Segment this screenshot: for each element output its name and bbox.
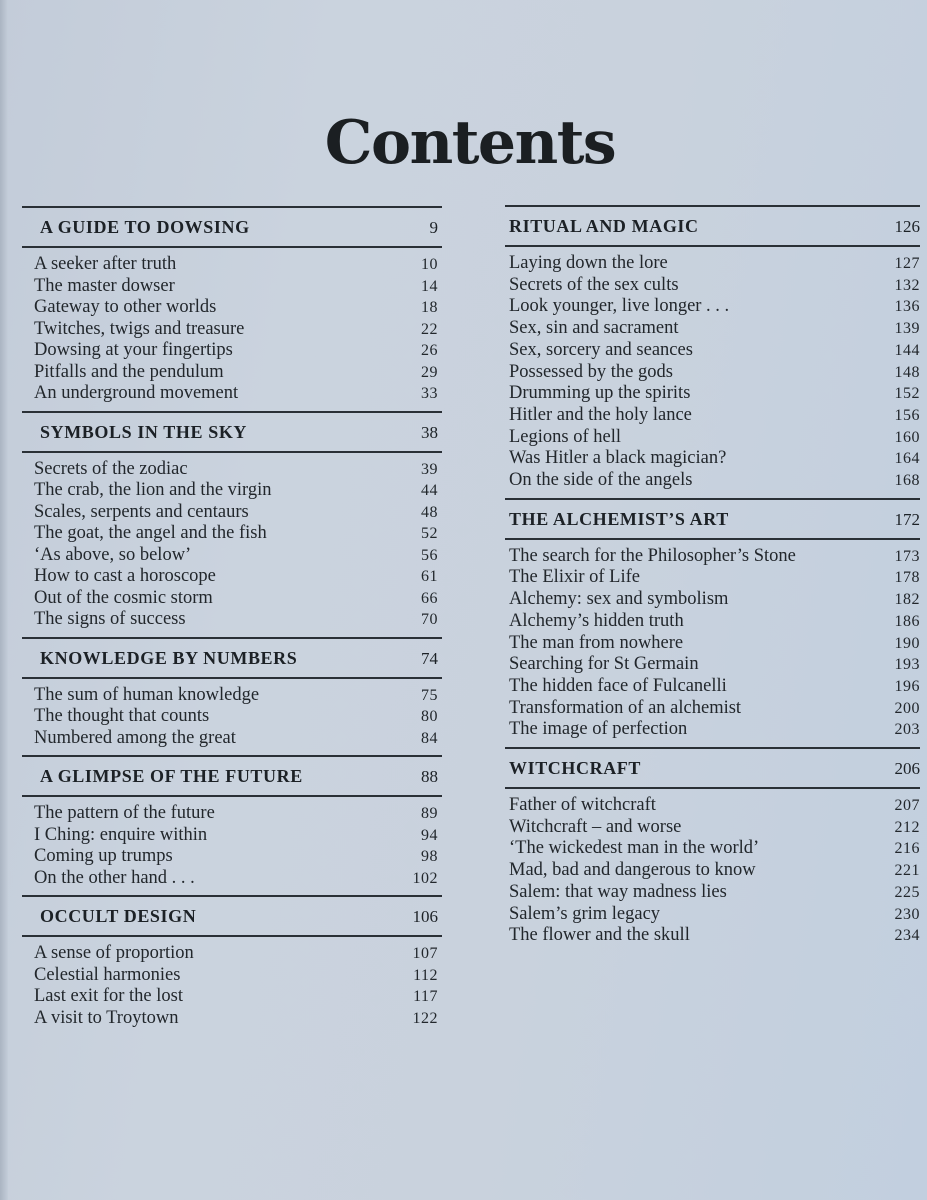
- page-edge: [0, 0, 8, 1200]
- chapter-entry[interactable]: [34, 825, 438, 847]
- section-heading[interactable]: [22, 897, 442, 935]
- chapter-title: The flower and the skull: [509, 925, 690, 946]
- chapter-entry[interactable]: [509, 318, 920, 340]
- section-heading[interactable]: [505, 207, 920, 245]
- chapter-entry[interactable]: [34, 502, 438, 524]
- section-title: A GUIDE TO DOWSING: [40, 217, 250, 237]
- section-title: WITCHCRAFT: [509, 758, 642, 779]
- chapter-title: The signs of success: [34, 609, 186, 629]
- chapter-title: The image of perfection: [509, 719, 688, 740]
- chapter-entry[interactable]: [509, 611, 920, 633]
- chapter-page-number: 193: [894, 656, 920, 674]
- chapter-entry[interactable]: [34, 728, 438, 750]
- chapter-list: [22, 937, 442, 1035]
- contents-left-column: [22, 206, 442, 1035]
- chapter-title: Legions of hell: [509, 426, 622, 447]
- chapter-list: [505, 540, 920, 747]
- chapter-page-number: 75: [421, 686, 438, 704]
- chapter-title: Gateway to other worlds: [34, 297, 217, 317]
- section-page-number: 172: [894, 509, 920, 529]
- section-title: THE ALCHEMIST’S ART: [509, 508, 729, 529]
- chapter-entry[interactable]: [509, 838, 920, 860]
- chapter-entry[interactable]: [509, 817, 920, 839]
- section-heading[interactable]: [22, 639, 442, 677]
- chapter-page-number: 152: [894, 385, 920, 403]
- chapter-title: The crab, the lion and the virgin: [34, 480, 272, 500]
- chapter-page-number: 196: [894, 677, 920, 695]
- chapter-title: On the side of the angels: [509, 470, 693, 491]
- section-page-number: 38: [421, 422, 438, 442]
- chapter-list: [22, 248, 442, 411]
- chapter-page-number: 168: [894, 472, 920, 490]
- section-heading[interactable]: [505, 500, 920, 538]
- chapter-list: [505, 247, 920, 498]
- chapter-entry[interactable]: [509, 567, 920, 589]
- chapter-page-number: 173: [894, 547, 920, 565]
- contents-right-column: [505, 205, 920, 953]
- chapter-page-number: 182: [894, 591, 920, 609]
- chapter-title: Alchemy’s hidden truth: [509, 610, 684, 631]
- chapter-entry[interactable]: [509, 546, 920, 568]
- chapter-entry[interactable]: [509, 925, 920, 947]
- chapter-page-number: 89: [421, 805, 438, 822]
- chapter-entry[interactable]: [34, 846, 438, 868]
- chapter-entry[interactable]: [34, 803, 438, 825]
- chapter-entry[interactable]: [509, 654, 920, 676]
- chapter-title: An underground movement: [34, 383, 239, 403]
- chapter-entry[interactable]: [509, 448, 920, 470]
- chapter-entry[interactable]: [34, 868, 438, 890]
- chapter-title: Mad, bad and dangerous to know: [509, 860, 756, 881]
- chapter-title: A visit to Troytown: [34, 1007, 179, 1028]
- chapter-page-number: 26: [421, 342, 438, 359]
- chapter-entry[interactable]: [509, 860, 920, 882]
- chapter-entry[interactable]: [34, 685, 438, 707]
- chapter-list: [22, 679, 442, 756]
- chapter-entry[interactable]: [34, 706, 438, 728]
- chapter-entry[interactable]: [34, 588, 438, 610]
- chapter-entry[interactable]: [34, 340, 438, 362]
- chapter-page-number: 10: [421, 256, 438, 273]
- chapter-title: Father of witchcraft: [509, 795, 656, 816]
- chapter-page-number: 178: [894, 569, 920, 587]
- chapter-page-number: 52: [421, 525, 438, 542]
- chapter-title: Coming up trumps: [34, 846, 173, 866]
- chapter-entry[interactable]: [34, 362, 438, 384]
- chapter-page-number: 33: [421, 385, 438, 402]
- chapter-title: Twitches, twigs and treasure: [34, 318, 245, 339]
- chapter-entry[interactable]: [34, 383, 438, 405]
- section-page-number: 9: [429, 218, 438, 237]
- chapter-page-number: 144: [894, 341, 920, 359]
- chapter-title: Pitfalls and the pendulum: [34, 361, 224, 382]
- chapter-entry[interactable]: [509, 275, 920, 297]
- section-title: KNOWLEDGE BY NUMBERS: [40, 647, 298, 668]
- chapter-page-number: 160: [894, 428, 920, 446]
- chapter-page-number: 200: [894, 699, 920, 717]
- chapter-page-number: 48: [421, 503, 438, 521]
- chapter-page-number: 148: [894, 363, 920, 381]
- chapter-page-number: 190: [894, 634, 920, 652]
- chapter-entry[interactable]: [509, 405, 920, 427]
- chapter-title: The search for the Philosopher’s Stone: [509, 545, 796, 566]
- chapter-page-number: 29: [421, 363, 438, 381]
- section-heading[interactable]: [505, 749, 920, 787]
- section-heading[interactable]: [22, 208, 442, 246]
- chapter-title: Laying down the lore: [509, 253, 668, 273]
- chapter-entry[interactable]: [509, 882, 920, 904]
- chapter-page-number: 221: [894, 862, 920, 880]
- section-page-number: 206: [894, 759, 920, 779]
- page-title: Contents: [324, 108, 616, 179]
- chapter-page-number: 102: [412, 869, 438, 887]
- chapter-title: Salem: that way madness lies: [509, 881, 727, 902]
- chapter-page-number: 14: [421, 277, 438, 295]
- chapter-entry[interactable]: [509, 470, 920, 492]
- section-page-number: 88: [421, 767, 438, 786]
- chapter-title: A sense of proportion: [34, 943, 194, 963]
- chapter-entry[interactable]: [509, 253, 920, 275]
- chapter-entry[interactable]: [509, 362, 920, 384]
- chapter-entry[interactable]: [34, 319, 438, 341]
- section-heading[interactable]: [22, 413, 442, 451]
- chapter-entry[interactable]: [509, 676, 920, 698]
- chapter-title: Drumming up the spirits: [509, 383, 691, 404]
- section-title: OCCULT DESIGN: [40, 906, 197, 926]
- chapter-page-number: 207: [894, 797, 920, 815]
- chapter-entry[interactable]: [34, 276, 438, 298]
- chapter-title: The Elixir of Life: [509, 567, 640, 588]
- chapter-title: Possessed by the gods: [509, 361, 673, 382]
- section-page-number: 106: [412, 907, 438, 926]
- chapter-title: Hitler and the holy lance: [509, 404, 692, 425]
- chapter-entry[interactable]: [34, 523, 438, 545]
- chapter-title: Transformation of an alchemist: [509, 697, 742, 718]
- chapter-title: Celestial harmonies: [34, 964, 181, 985]
- chapter-page-number: 70: [421, 611, 438, 628]
- chapter-title: Dowsing at your fingertips: [34, 340, 233, 360]
- chapter-entry[interactable]: [34, 254, 438, 276]
- chapter-entry[interactable]: [34, 566, 438, 588]
- chapter-title: Was Hitler a black magician?: [509, 448, 727, 469]
- chapter-entry[interactable]: [34, 459, 438, 481]
- chapter-entry[interactable]: [34, 965, 438, 987]
- chapter-page-number: 94: [421, 826, 438, 844]
- chapter-title: Alchemy: sex and symbolism: [509, 589, 729, 610]
- chapter-list: [22, 453, 442, 637]
- chapter-page-number: 107: [412, 945, 438, 962]
- chapter-page-number: 22: [421, 320, 438, 338]
- section-title: RITUAL AND MAGIC: [509, 216, 699, 236]
- chapter-page-number: 56: [421, 546, 438, 564]
- section-page-number: 74: [421, 648, 438, 668]
- chapter-entry[interactable]: [509, 698, 920, 720]
- section-heading[interactable]: [22, 757, 442, 795]
- chapter-title: A seeker after truth: [34, 254, 177, 274]
- chapter-page-number: 156: [894, 406, 920, 424]
- chapter-page-number: 98: [421, 848, 438, 865]
- chapter-title: Secrets of the sex cults: [509, 274, 679, 295]
- chapter-title: Scales, serpents and centaurs: [34, 501, 249, 522]
- section-title: A GLIMPSE OF THE FUTURE: [40, 766, 303, 786]
- chapter-title: The pattern of the future: [34, 803, 215, 823]
- chapter-page-number: 44: [421, 482, 438, 499]
- chapter-title: The master dowser: [34, 275, 175, 296]
- chapter-title: Numbered among the great: [34, 727, 236, 748]
- chapter-page-number: 122: [412, 1009, 438, 1027]
- chapter-entry[interactable]: [509, 296, 920, 318]
- chapter-page-number: 39: [421, 460, 438, 478]
- chapter-title: Sex, sin and sacrament: [509, 318, 679, 339]
- chapter-page-number: 139: [894, 320, 920, 338]
- chapter-list: [505, 789, 920, 953]
- chapter-title: I Ching: enquire within: [34, 824, 208, 845]
- chapter-entry[interactable]: [34, 480, 438, 502]
- chapter-entry[interactable]: [34, 986, 438, 1008]
- chapter-page-number: 203: [894, 721, 920, 739]
- chapter-entry[interactable]: [34, 943, 438, 965]
- chapter-title: The man from nowhere: [509, 632, 684, 653]
- chapter-title: Out of the cosmic storm: [34, 587, 213, 608]
- chapter-page-number: 117: [413, 988, 438, 1005]
- chapter-page-number: 80: [421, 708, 438, 725]
- chapter-page-number: 216: [894, 840, 920, 858]
- chapter-title: Salem’s grim legacy: [509, 903, 661, 924]
- chapter-entry[interactable]: [509, 427, 920, 449]
- chapter-title: Last exit for the lost: [34, 986, 183, 1006]
- chapter-entry[interactable]: [34, 545, 438, 567]
- chapter-entry[interactable]: [34, 609, 438, 631]
- section-page-number: 126: [894, 217, 920, 236]
- chapter-title: On the other hand . . .: [34, 867, 195, 888]
- chapter-entry[interactable]: [509, 795, 920, 817]
- chapter-entry[interactable]: [34, 297, 438, 319]
- chapter-title: ‘As above, so below’: [34, 544, 192, 565]
- chapter-title: How to cast a horoscope: [34, 566, 216, 586]
- chapter-page-number: 186: [894, 612, 920, 630]
- chapter-page-number: 212: [894, 818, 920, 836]
- chapter-title: Look younger, live longer . . .: [509, 296, 730, 317]
- chapter-page-number: 225: [894, 883, 920, 901]
- chapter-page-number: 132: [894, 276, 920, 294]
- chapter-title: Sex, sorcery and seances: [509, 339, 693, 360]
- chapter-entry[interactable]: [509, 340, 920, 362]
- chapter-list: [22, 797, 442, 895]
- chapter-page-number: 61: [421, 568, 438, 585]
- chapter-page-number: 230: [894, 905, 920, 923]
- chapter-entry[interactable]: [509, 719, 920, 741]
- chapter-page-number: 84: [421, 729, 438, 747]
- chapter-title: The goat, the angel and the fish: [34, 523, 267, 543]
- chapter-page-number: 164: [894, 450, 920, 468]
- chapter-entry[interactable]: [34, 1008, 438, 1030]
- chapter-page-number: 234: [894, 927, 920, 945]
- chapter-title: The sum of human knowledge: [34, 684, 260, 705]
- chapter-entry[interactable]: [509, 383, 920, 405]
- chapter-entry[interactable]: [509, 633, 920, 655]
- chapter-title: Witchcraft – and worse: [509, 816, 682, 837]
- chapter-page-number: 112: [413, 966, 438, 984]
- chapter-title: The thought that counts: [34, 706, 210, 726]
- chapter-page-number: 136: [894, 298, 920, 316]
- chapter-page-number: 18: [421, 299, 438, 316]
- chapter-title: The hidden face of Fulcanelli: [509, 675, 727, 696]
- chapter-page-number: 127: [894, 255, 920, 272]
- chapter-title: Searching for St Germain: [509, 654, 699, 675]
- section-title: SYMBOLS IN THE SKY: [40, 421, 248, 442]
- chapter-title: Secrets of the zodiac: [34, 458, 188, 479]
- chapter-title: ‘The wickedest man in the world’: [509, 838, 760, 859]
- chapter-entry[interactable]: [509, 904, 920, 926]
- chapter-entry[interactable]: [509, 589, 920, 611]
- chapter-page-number: 66: [421, 589, 438, 607]
